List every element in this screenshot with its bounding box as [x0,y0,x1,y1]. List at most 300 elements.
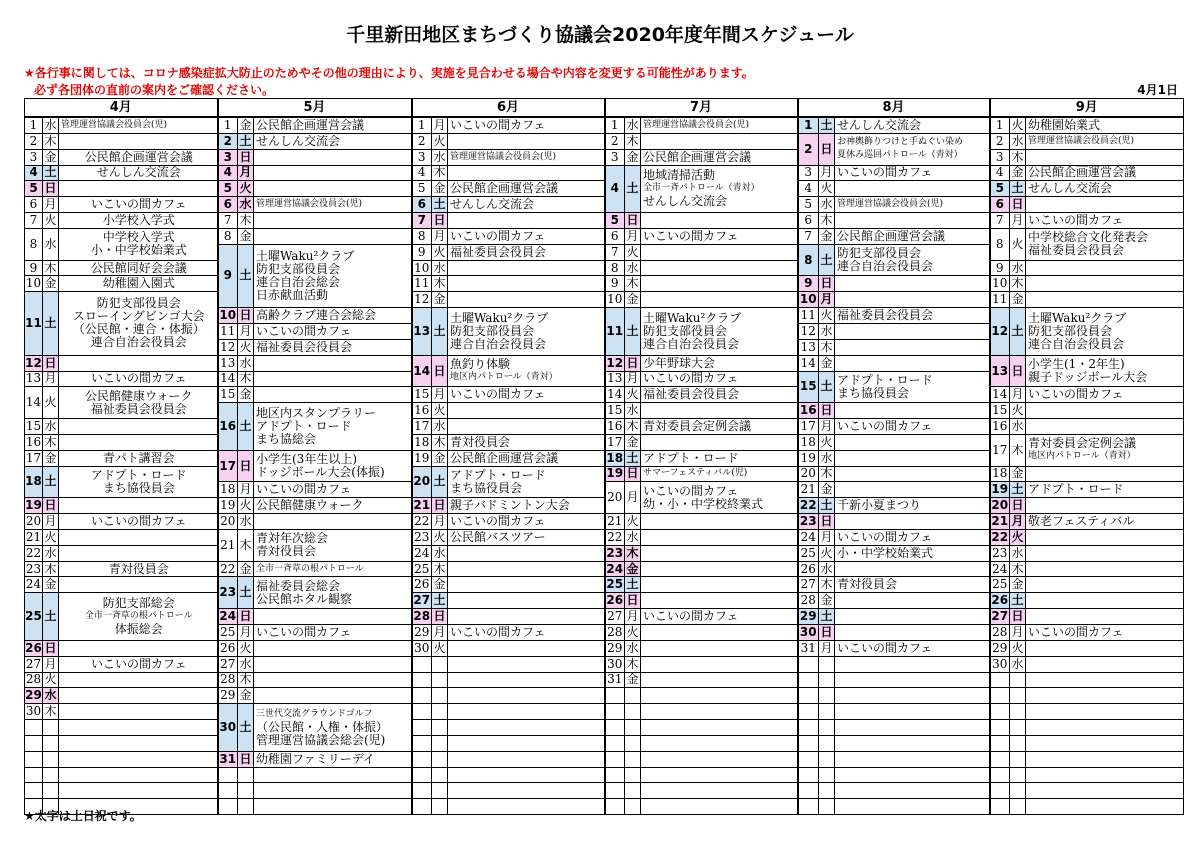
day-number: 18 [990,466,1010,482]
event-cell [448,514,605,530]
empty-cell [59,751,218,767]
event-item: いこいの間カフェ [450,515,546,529]
day-number: 17 [605,434,625,450]
empty-cell [432,767,448,783]
day-number: 4 [990,165,1010,181]
day-number: 14 [798,355,819,371]
empty-cell [1026,720,1184,736]
event-item: いこいの間カフェ [837,166,933,180]
empty-cell [625,735,641,751]
day-number: 17 [798,419,819,435]
weekday: 木 [239,371,252,386]
weekday: 木 [44,434,57,449]
event-cell [1026,276,1184,292]
day-number: 16 [990,419,1010,435]
day-number: 19 [25,498,42,513]
weekday: 火 [626,624,639,639]
day-number: 11 [798,308,819,324]
event-cell [254,688,412,704]
weekday: 木 [1011,149,1024,164]
event-item: いこいの間カフェ [837,530,933,544]
weekday: 金 [44,577,57,592]
event-item: アドプト・ロード [643,451,739,465]
empty-cell [432,656,448,672]
empty-cell [238,783,254,799]
day-number: 18 [606,450,624,465]
event-item: 千新小夏まつり [837,499,922,513]
event-cell [254,387,412,403]
empty-cell [412,688,432,704]
day-number: 7 [412,213,432,229]
event-cell [1026,213,1184,229]
weekday: 木 [626,656,639,671]
event-item: アドプト・ロード [1028,483,1124,497]
weekday: 水 [1011,545,1024,560]
event-item: いこいの間カフェ [91,198,187,212]
weekday: 土 [238,577,254,609]
day-number: 25 [606,577,624,592]
day-number: 16 [605,419,625,435]
weekday: 土 [43,292,59,355]
event-item: いこいの間カフェ [1028,625,1124,639]
event-cell [835,213,990,229]
event-item: 連合自治会役員会 [837,260,934,274]
event-item: 土曜Waku²クラブ [256,249,355,263]
event-cell [448,133,605,149]
event-item: 中学校入学式 [102,231,175,245]
empty-cell [43,735,59,751]
day-number: 1 [605,117,625,133]
event-cell [448,292,605,308]
day-number: 30 [412,640,432,656]
day-number: 30 [798,625,819,641]
day-number: 7 [798,228,819,244]
event-item: 全市一斉草の根パトロール [84,611,193,622]
event-item: アドプト・ロード [256,419,352,433]
empty-cell [798,688,819,704]
event-item: 公民館健康ウォーク [84,389,193,403]
day-number: 3 [605,149,625,165]
empty-cell [1010,688,1026,704]
event-cell [448,228,605,244]
weekday: 水 [626,529,639,544]
weekday: 水 [239,656,252,671]
empty-cell [412,704,432,720]
day-number: 13 [25,371,42,386]
event-cell [59,688,218,704]
empty-cell [43,720,59,736]
event-cell [1026,482,1184,498]
event-cell [448,355,605,387]
empty-cell [1010,704,1026,720]
day-number: 30 [605,656,625,672]
event-cell [835,228,990,244]
day-number: 13 [605,371,625,387]
empty-cell [990,799,1010,815]
empty-cell [412,751,432,767]
day-number: 10 [990,276,1010,292]
event-cell [641,403,798,419]
event-cell [59,149,218,165]
event-cell [835,545,990,561]
day-number: 1 [798,117,819,133]
event-cell [448,117,605,133]
event-cell [448,640,605,656]
day-number: 2 [218,133,238,149]
weekday: 水 [44,117,57,132]
empty-cell [1010,672,1026,688]
day-number: 11 [218,323,238,339]
event-item: 福祉委員会役員会 [837,309,934,323]
event-cell [59,640,218,656]
event-cell [59,466,218,498]
weekday: 月 [239,482,252,497]
weekday: 水 [239,197,252,212]
event-cell [1026,133,1184,149]
event-item: 防犯支部役員会 [1028,324,1113,338]
event-item: 福祉委員会役員会 [450,245,547,259]
event-cell [641,545,798,561]
event-cell [835,640,990,656]
weekday: 日 [626,593,639,608]
event-item: いこいの間カフェ [256,483,352,497]
day-number: 2 [25,133,43,149]
empty-cell [412,656,432,672]
event-cell [835,355,990,371]
weekday: 木 [820,339,833,354]
weekday: 日 [433,498,446,513]
empty-cell [1026,688,1184,704]
event-cell [835,292,990,308]
weekday: 日 [626,355,639,370]
weekday: 金 [44,149,57,164]
day-number: 9 [605,276,625,292]
weekday: 火 [239,339,252,354]
empty-cell [990,720,1010,736]
weekday: 日 [239,609,252,624]
empty-cell [605,688,625,704]
empty-cell [835,751,990,767]
event-item: 防犯支部総会 [102,597,175,611]
event-cell [59,181,218,197]
event-cell [254,181,412,197]
weekday: 火 [433,244,446,259]
day-number: 6 [25,197,43,213]
weekday: 土 [626,577,639,592]
empty-cell [448,783,605,799]
event-item: 全市一斉パトロール（青対） [643,183,760,194]
event-cell [641,276,798,292]
event-cell [254,308,412,324]
day-number: 13 [218,355,238,371]
day-number: 29 [798,609,819,625]
weekday: 日 [1011,498,1024,513]
weekday: 火 [1011,529,1024,544]
day-number: 4 [412,165,432,181]
day-number: 24 [798,529,819,545]
event-item: 公民館企画運営会議 [643,150,752,164]
event-item: 親子ドッジボール大会 [1028,371,1148,384]
day-number: 25 [218,625,238,641]
weekday: 金 [626,561,639,576]
weekday: 日 [626,466,639,481]
event-item: まち協役員会 [102,481,175,495]
event-item: 三世代交流グラウンドゴルフ [256,708,373,719]
empty-cell [835,799,990,815]
weekday: 金 [820,228,833,243]
day-number: 14 [218,371,238,387]
event-cell [448,213,605,229]
empty-cell [432,735,448,751]
empty-cell [59,783,218,799]
event-cell [448,529,605,545]
day-number: 10 [219,308,237,323]
event-cell [835,593,990,609]
event-item: せんしん交流会 [96,166,181,180]
event-item: 小学校入学式 [102,213,175,227]
day-number: 11 [25,292,43,355]
day-number: 4 [25,165,43,181]
empty-cell [819,799,835,815]
event-cell [641,434,798,450]
day-number: 7 [25,213,43,229]
day-number: 2 [990,133,1010,149]
empty-cell [448,656,605,672]
empty-cell [625,783,641,799]
event-item: せんしん交流会 [1028,182,1113,196]
day-number: 15 [798,371,819,403]
event-item: 管理運営協議会役員会(児) [450,151,557,162]
event-cell [254,228,412,244]
event-item: 公民館企画運営会議 [450,451,559,465]
weekday: 木 [433,561,446,576]
day-number: 19 [218,498,238,514]
day-number: 6 [412,197,432,213]
day-number: 7 [990,213,1010,229]
weekday: 土 [43,593,59,641]
weekday: 木 [626,276,639,291]
event-item: 幼稚園ファミリーデイ [256,752,375,766]
empty-cell [25,783,43,799]
day-number: 20 [798,466,819,482]
weekday: 火 [820,308,833,323]
event-item: 日赤献血活動 [256,288,329,302]
empty-cell [412,767,432,783]
weekday: 月 [44,514,57,529]
empty-cell [218,783,238,799]
event-cell [641,260,798,276]
weekday: 水 [43,228,59,260]
day-number: 12 [412,292,432,308]
event-cell [254,482,412,498]
event-cell [835,276,990,292]
day-number: 10 [605,292,625,308]
day-number: 16 [25,434,42,449]
weekday: 金 [626,672,639,687]
empty-cell [432,672,448,688]
event-item: いこいの間カフェ [643,484,739,498]
day-number: 9 [25,260,43,276]
day-number: 8 [218,228,238,244]
event-item: 連合自治会役員会 [450,337,547,351]
weekday: 土 [1011,181,1024,196]
event-cell [835,529,990,545]
day-number: 31 [219,751,237,766]
month-header: 5月 [218,99,412,118]
day-number: 13 [412,308,432,356]
day-number: 29 [412,625,432,641]
empty-cell [990,767,1010,783]
empty-cell [43,783,59,799]
event-item: 小・中学校始業式 [90,244,187,258]
day-number: 10 [412,260,432,276]
empty-cell [990,751,1010,767]
empty-cell [448,720,605,736]
event-cell [448,434,605,450]
event-item: 管理運営協議会役員会(児) [837,199,944,210]
event-item: サマーフェスティバル(児) [643,468,748,479]
weekday: 金 [433,181,446,196]
day-number: 26 [991,593,1009,608]
event-item: いこいの間カフェ [91,515,187,529]
empty-cell [835,735,990,751]
empty-cell [43,767,59,783]
day-number: 22 [798,498,819,514]
weekday: 月 [626,371,639,386]
event-cell [641,371,798,387]
event-cell [59,577,218,593]
empty-cell [798,656,819,672]
weekday: 水 [433,418,446,433]
event-item: 連合自治会総会 [256,275,341,289]
empty-cell [432,720,448,736]
weekday: 水 [239,355,252,370]
event-cell [254,355,412,371]
event-cell [448,244,605,260]
event-cell [448,498,605,514]
event-item: せんしん交流会 [256,134,341,148]
weekday: 火 [433,529,446,544]
weekday: 月 [44,656,57,671]
event-cell [254,609,412,625]
empty-cell [625,720,641,736]
empty-cell [1026,704,1184,720]
event-cell [835,625,990,641]
day-number: 21 [25,529,42,544]
event-item: お神輿飾りつけと手ぬぐい染め [837,137,964,148]
empty-cell [59,735,218,751]
weekday: 木 [626,418,639,433]
day-number: 5 [25,181,43,197]
empty-cell [641,720,798,736]
event-cell [1026,387,1184,403]
event-cell [1026,577,1184,593]
day-number: 24 [990,561,1010,577]
event-item: 幼・小・中学校終業式 [643,497,764,511]
event-cell [254,640,412,656]
event-cell [835,434,990,450]
event-cell [59,260,218,276]
empty-cell [641,767,798,783]
empty-cell [605,735,625,751]
weekday: 金 [820,355,833,370]
empty-cell [254,799,412,815]
event-item: 公民館同好会会議 [90,261,187,275]
weekday: 月 [1011,387,1024,402]
day-number: 15 [412,387,432,403]
empty-cell [798,735,819,751]
event-cell [59,514,218,530]
day-number: 8 [798,244,819,276]
day-number: 25 [25,593,43,641]
empty-cell [43,751,59,767]
event-item: いこいの間カフェ [837,419,933,433]
event-item: 連合自治会役員会 [1028,337,1125,351]
empty-cell [254,783,412,799]
weekday: 木 [44,704,57,719]
weekday: 水 [626,260,639,275]
day-number: 3 [798,165,819,181]
event-item: 福祉委員会役員会 [256,340,353,354]
covid-notice-line-1: ★各行事に関しては、コロナ感染症拡大防止のためやその他の理由により、実施を見合わせる場合や内容を変更する可能性があります。 [24,66,754,80]
event-item: 高齢クラブ連合会総会 [256,309,377,323]
weekday: 金 [626,434,639,449]
weekday: 月 [626,228,639,243]
event-item: 青対役員会 [108,562,169,576]
day-number: 16 [218,403,238,451]
event-cell [254,323,412,339]
day-number: 27 [605,609,625,625]
day-number: 6 [218,197,238,213]
event-cell [1026,498,1184,514]
weekday: 月 [1011,514,1024,529]
empty-cell [1026,799,1184,815]
empty-cell [218,799,238,815]
empty-cell [819,767,835,783]
day-number: 3 [990,149,1010,165]
event-item: 少年野球大会 [643,356,716,370]
weekday: 土 [1010,308,1026,356]
day-number: 26 [412,577,432,593]
day-number: 28 [25,672,42,687]
weekday: 日 [626,212,639,227]
event-item: 公民館企画運営会議 [84,150,193,164]
event-item: 青対役員会 [256,545,317,559]
weekday: 金 [820,593,833,608]
event-cell [1026,197,1184,213]
weekday: 木 [433,276,446,291]
day-number: 5 [798,197,819,213]
day-number: 28 [413,609,431,624]
event-cell [1026,656,1184,672]
event-cell [448,466,605,498]
empty-cell [59,720,218,736]
day-number: 23 [25,561,42,576]
day-number: 25 [798,545,819,561]
day-number: 9 [412,244,432,260]
event-cell [1026,165,1184,181]
event-cell [1026,228,1184,260]
event-item: いこいの間カフェ [1028,213,1124,227]
day-number: 18 [25,466,43,498]
event-cell [835,609,990,625]
event-cell [59,117,218,133]
day-number: 24 [606,561,624,576]
event-cell [254,656,412,672]
weekday: 日 [239,751,252,766]
day-number: 6 [798,213,819,229]
empty-cell [238,799,254,815]
